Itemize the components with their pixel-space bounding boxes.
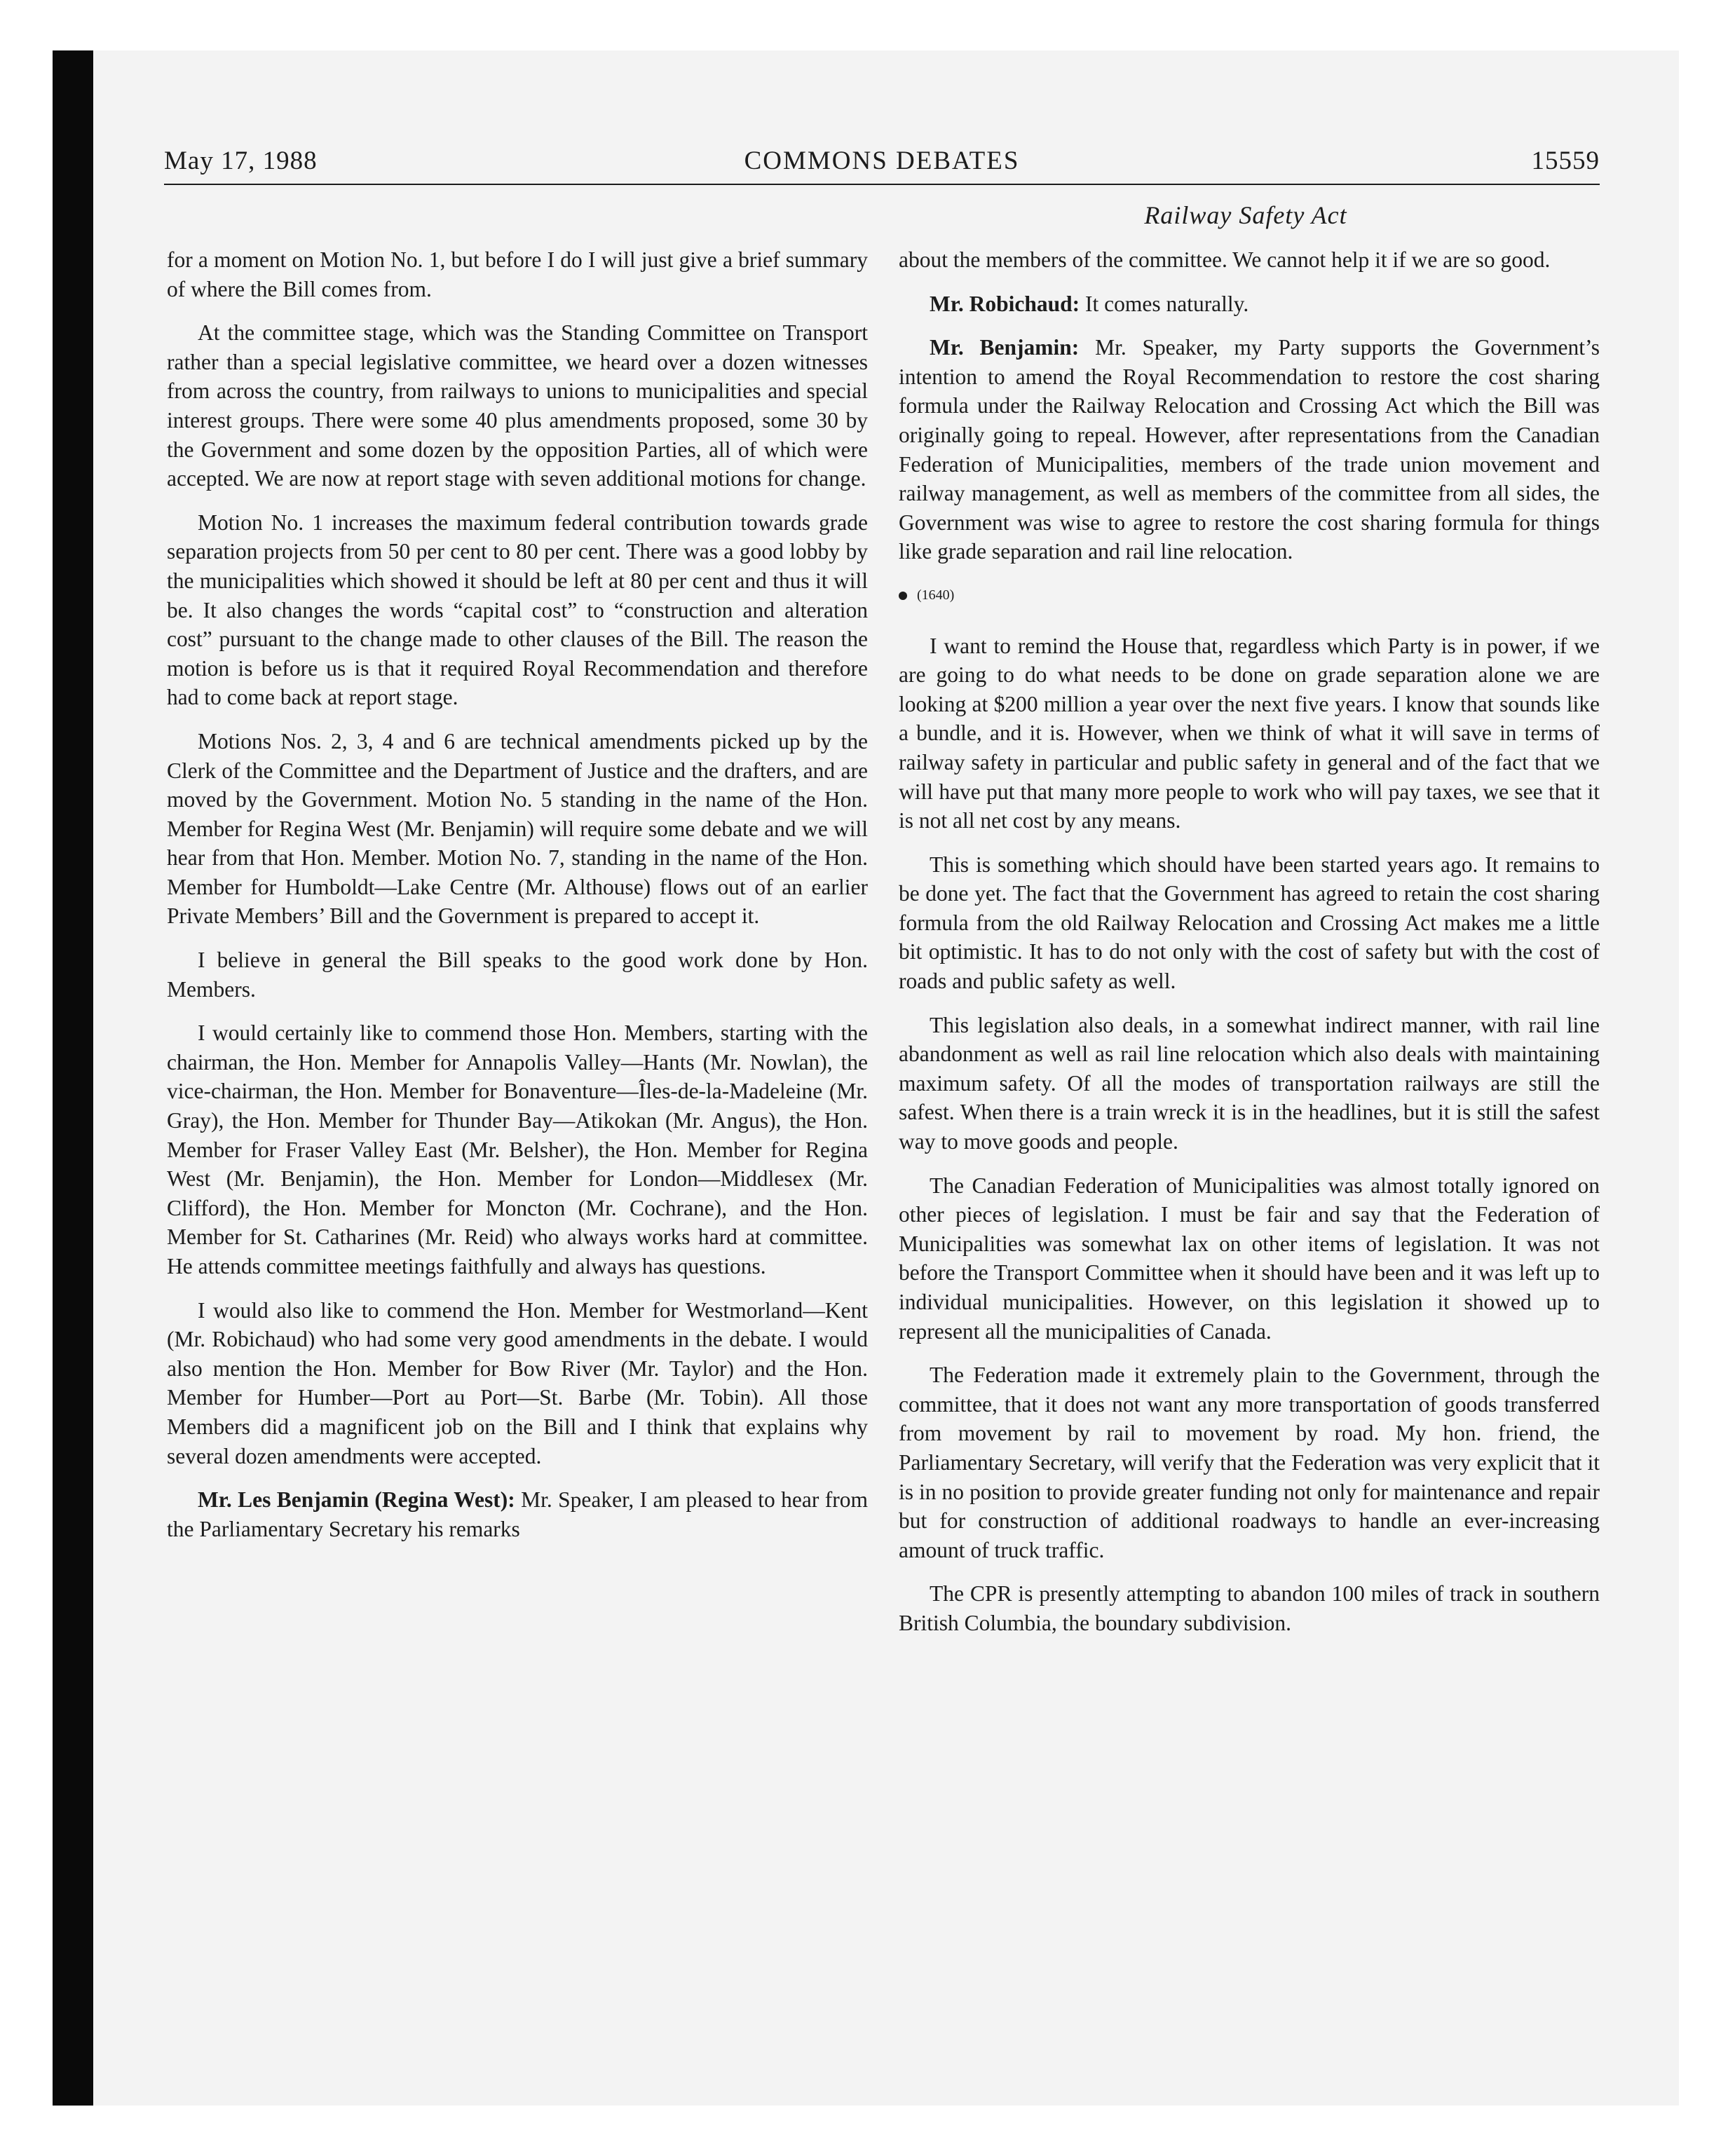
header-page-number: 15559 bbox=[1531, 146, 1600, 175]
speech-text: Mr. Speaker, I am pleased to hear from the Parliamentary Secretary his remarks bbox=[167, 1487, 868, 1541]
speaker-name: Mr. Robichaud: bbox=[930, 291, 1080, 316]
paragraph: The CPR is presently attempting to abandon 100 miles of track in southern British Columbia, the boundary subdivision. bbox=[899, 1581, 1600, 1635]
right-column bbox=[899, 245, 1600, 2082]
running-head: Railway Safety Act bbox=[1144, 201, 1347, 229]
header-title: COMMONS DEBATES bbox=[744, 146, 1020, 175]
paragraph: I believe in general the Bill speaks to the good work done by Hon. Members. bbox=[167, 948, 868, 1002]
speaker-name: Mr. Benjamin: bbox=[930, 335, 1080, 360]
speaker-name: Mr. Les Benjamin (Regina West): bbox=[198, 1487, 515, 1513]
paragraph: The Canadian Federation of Municipalities was almost totally ignored on other pieces of legislation. I must be fair and say that the Federation of Municipalities was somewhat lax on other items of legislation. It was not before the Transport Committee when it should have been and it was left up to individual municipalities. However, on this legislation it showed up to represent all the municipalities of Canada. bbox=[899, 1173, 1600, 1344]
binding-edge bbox=[53, 50, 93, 2106]
speech-paragraph bbox=[899, 289, 1600, 319]
paragraph: about the members of the committee. We cannot help it if we are so good. bbox=[899, 247, 1551, 272]
paragraph: I want to remind the House that, regardless which Party is in power, if we are going to do what needs to be done on grade separation alone we are looking at $200 million a year over the next five years. I know that sounds like a bundle, and it is. However, when we think of what it will save in terms of railway safety in particular and public safety in general and of the fact that we will have put that many more people to work who will pay taxes, we see that it is not all net cost by any means. bbox=[899, 633, 1600, 833]
speech-text: It comes naturally. bbox=[1085, 291, 1249, 316]
paragraph: This is something which should have been started years ago. It remains to be done yet. The fact that the Government has agreed to retain the cost sharing formula from the old Railway Relocation and Crossing Act makes me a little bit optimistic. It has to do not only with the cost of safety but with the cost of roads and public safety as well. bbox=[899, 852, 1600, 994]
paragraph: This legislation also deals, in a somewhat indirect manner, with rail line abandonment as well as rail line relocation which also deals with maintaining maximum safety. Of all the modes of transportation railways are still the safest. When there is a train wreck it is in the headlines, but it is still the safest way to move goods and people. bbox=[899, 1012, 1600, 1154]
paragraph: Motions Nos. 2, 3, 4 and 6 are technical amendments picked up by the Clerk of the Committee and the Department of Justice and the drafters, and are moved by the Government. Motion No. 5 standing in the name of the Hon. Member for Regina West (Mr. Benjamin) will require some debate and we will hear from that Hon. Member. Motion No. 7, standing in the name of the Hon. Member for Humboldt—Lake Centre (Mr. Althouse) flows out of an earlier Private Members’ Bill and the Government is prepared to accept it. bbox=[167, 728, 868, 929]
paragraph: I would certainly like to commend those Hon. Members, starting with the chairman, the Hon. Member for Annapolis Valley—Hants (Mr. Nowlan), the vice-chairman, the Hon. Member for Bonaventure—Îles-de-la-Madeleine (Mr. Gray), the Hon. Member for Thunder Bay—Atikokan (Mr. Angus), the Hon. Member for Fraser Valley East (Mr. Belsher), the Hon. Member for Regina West (Mr. Benjamin), the Hon. Member for London—Middlesex (Mr. Clifford), the Hon. Member for Moncton (Mr. Cochrane), and the Hon. Member for St. Catharines (Mr. Reid) who always works hard at committee. He attends committee meetings faithfully and always has questions. bbox=[167, 1021, 868, 1278]
paragraph: The Federation made it extremely plain to the Government, through the committee, that it does not want any more transportation of goods transferred from movement by rail to movement by road. My hon. friend, the Parliamentary Secretary, will verify that the Federation was very explicit that it is in no position to provide greater funding not only for maintenance and repair but for construction of additional roadways to handle an ever-increasing amount of truck traffic. bbox=[899, 1363, 1600, 1562]
speech-paragraph bbox=[167, 1485, 868, 1543]
speech-paragraph bbox=[899, 333, 1600, 566]
paragraph: Motion No. 1 increases the maximum federal contribution towards grade separation projects from 50 per cent to 80 per cent. There was a good lobby by the municipalities which showed it should be left at 80 per cent and thus it will be. It also changes the words “capital cost” to “construction and alteration cost” pursuant to the change made to other clauses of the Bill. The reason the motion is before us is that it required Royal Recommendation and therefore had to come back at report stage. bbox=[167, 510, 868, 710]
paragraph: I would also like to commend the Hon. Member for Westmorland—Kent (Mr. Robichaud) who had some very good amendments in the debate. I would also mention the Hon. Member for Bow River (Mr. Taylor) and the Hon. Member for Humber—Port au Port—St. Barbe (Mr. Tobin). All those Members did a magnificent job on the Bill and I think that explains why several dozen amendments were accepted. bbox=[167, 1297, 868, 1468]
time-marker bbox=[899, 581, 1600, 610]
left-column bbox=[167, 245, 868, 2082]
speech-text: Mr. Speaker, my Party supports the Government’s intention to amend the Royal Recommendation to restore the cost sharing formula under the Railway Relocation and Crossing Act which the Bill was originally going to repeal. However, after representations from the Canadian Federation of Municipalities, members of the trade union movement and railway management, as well as members of the committee from all sides, the Government was wise to agree to restore the cost sharing formula for things like grade separation and rail line relocation. bbox=[899, 335, 1600, 564]
bullet-icon bbox=[899, 592, 907, 600]
page-header bbox=[164, 146, 1600, 182]
header-date: May 17, 1988 bbox=[164, 146, 318, 175]
paragraph: for a moment on Motion No. 1, but before I do I will just give a brief summary of where the Bill comes from. bbox=[167, 247, 868, 301]
paragraph: At the committee stage, which was the Standing Committee on Transport rather than a special legislative committee, we heard over a dozen witnesses from across the country, from railways to unions to municipalities and special interest groups. There were some 40 plus amendments proposed, some 30 by the Government and some dozen by the opposition Parties, all of which were accepted. We are now at report stage with seven additional motions for change. bbox=[167, 320, 868, 491]
time-marker-text: (1640) bbox=[917, 587, 955, 603]
header-rule bbox=[164, 184, 1600, 185]
